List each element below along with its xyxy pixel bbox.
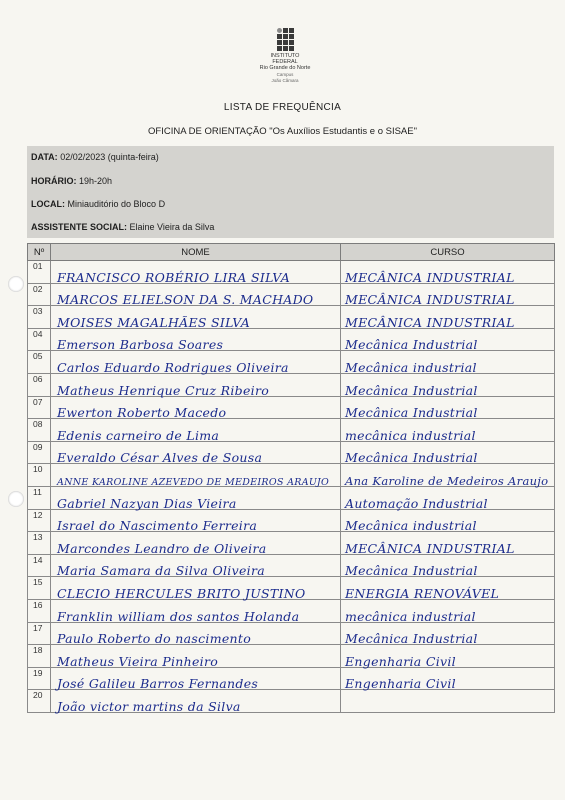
course-cell — [341, 441, 555, 464]
table-row — [28, 645, 555, 668]
handwritten-name: Franklin william dos santos Holanda — [57, 608, 300, 624]
header-course: CURSO — [341, 244, 555, 261]
event-info-box — [27, 146, 554, 238]
course-cell — [341, 554, 555, 577]
name-cell — [51, 690, 341, 713]
table-row — [28, 577, 555, 600]
table-row — [28, 599, 555, 622]
logo-campus: Campus João Câmara — [271, 72, 299, 83]
row-number: 02 — [28, 283, 51, 306]
table-row — [28, 261, 555, 284]
course-cell — [341, 328, 555, 351]
course-cell — [341, 486, 555, 509]
row-number: 16 — [28, 599, 51, 622]
name-cell — [51, 373, 341, 396]
handwritten-course: Mecânica Industrial — [345, 405, 478, 421]
table-row — [28, 622, 555, 645]
course-cell — [341, 306, 555, 329]
table-row — [28, 464, 555, 487]
table-row — [28, 532, 555, 555]
logo-name: INSTITUTO FEDERAL Rio Grande do Norte — [259, 53, 311, 71]
table-row — [28, 554, 555, 577]
handwritten-course: mecânica industrial — [345, 608, 476, 624]
name-cell — [51, 396, 341, 419]
handwritten-name: Matheus Vieira Pinheiro — [57, 653, 219, 669]
handwritten-name: João victor martins da Silva — [57, 698, 241, 714]
location-value: Miniauditório do Bloco D — [67, 199, 166, 209]
handwritten-name: ANNE KAROLINE AZEVEDO DE MEDEIROS ARAUJO — [57, 476, 330, 488]
handwritten-course: MECÂNICA INDUSTRIAL — [345, 314, 515, 330]
handwritten-course: Mecânica industrial — [345, 518, 477, 534]
social-worker-row — [31, 222, 214, 232]
table-row — [28, 351, 555, 374]
table-row — [28, 328, 555, 351]
course-cell — [341, 351, 555, 374]
location-label: LOCAL: — [31, 199, 65, 209]
binder-hole — [8, 491, 24, 507]
row-number: 06 — [28, 373, 51, 396]
time-row — [31, 176, 112, 186]
logo-mark-icon — [277, 28, 294, 51]
row-number: 15 — [28, 577, 51, 600]
time-label: HORÁRIO: — [31, 176, 77, 186]
handwritten-name: Edenis carneiro de Lima — [57, 427, 220, 443]
table-row — [28, 373, 555, 396]
table-row — [28, 486, 555, 509]
handwritten-course: MECÂNICA INDUSTRIAL — [345, 540, 515, 556]
row-number: 03 — [28, 306, 51, 329]
row-number: 10 — [28, 464, 51, 487]
row-number: 08 — [28, 419, 51, 442]
row-number: 11 — [28, 486, 51, 509]
handwritten-course: Mecânica Industrial — [345, 631, 478, 647]
row-number: 13 — [28, 532, 51, 555]
name-cell — [51, 554, 341, 577]
handwritten-name: FRANCISCO ROBÉRIO LIRA SILVA — [57, 269, 291, 285]
name-cell — [51, 486, 341, 509]
handwritten-name: Emerson Barbosa Soares — [57, 337, 224, 353]
name-cell — [51, 441, 341, 464]
course-cell — [341, 261, 555, 284]
handwritten-course: MECÂNICA INDUSTRIAL — [345, 292, 515, 308]
social-worker-label: ASSISTENTE SOCIAL: — [31, 222, 128, 232]
handwritten-name: Marcondes Leandro de Oliveira — [57, 540, 267, 556]
name-cell — [51, 577, 341, 600]
row-number: 19 — [28, 667, 51, 690]
course-cell — [341, 464, 555, 487]
handwritten-name: José Galileu Barros Fernandes — [57, 676, 259, 692]
table-row — [28, 283, 555, 306]
name-cell — [51, 667, 341, 690]
location-row — [31, 199, 165, 209]
name-cell — [51, 509, 341, 532]
handwritten-course: Mecânica Industrial — [345, 563, 478, 579]
date-row — [31, 152, 159, 162]
handwritten-course: mecânica industrial — [345, 427, 476, 443]
course-cell — [341, 645, 555, 668]
handwritten-course: Automação Industrial — [345, 495, 488, 511]
handwritten-course: ENERGIA RENOVÁVEL — [345, 585, 500, 601]
course-cell — [341, 577, 555, 600]
handwritten-name: Israel do Nascimento Ferreira — [57, 518, 258, 534]
social-worker-value: Elaine Vieira da Silva — [129, 222, 215, 232]
table-row — [28, 306, 555, 329]
row-number: 01 — [28, 261, 51, 284]
handwritten-name: Carlos Eduardo Rodrigues Oliveira — [57, 359, 289, 375]
course-cell — [341, 532, 555, 555]
row-number: 07 — [28, 396, 51, 419]
document-subtitle: OFICINA DE ORIENTAÇÃO "Os Auxílios Estudantis e o SISAE" — [148, 126, 417, 137]
course-cell — [341, 667, 555, 690]
handwritten-name: Gabriel Nazyan Dias Vieira — [57, 495, 237, 511]
course-cell — [341, 599, 555, 622]
name-cell — [51, 419, 341, 442]
time-value: 19h-20h — [79, 176, 113, 186]
table-row — [28, 667, 555, 690]
row-number: 18 — [28, 645, 51, 668]
handwritten-course: Mecânica Industrial — [345, 337, 478, 353]
name-cell — [51, 328, 341, 351]
table-row — [28, 419, 555, 442]
handwritten-name: CLECIO HERCULES BRITO JUSTINO — [57, 585, 306, 601]
handwritten-name: MOISES MAGALHÃES SILVA — [57, 314, 251, 330]
date-value: 02/02/2023 (quinta-feira) — [60, 152, 159, 162]
row-number: 09 — [28, 441, 51, 464]
course-cell — [341, 622, 555, 645]
handwritten-name: Matheus Henrique Cruz Ribeiro — [57, 382, 270, 398]
name-cell — [51, 622, 341, 645]
handwritten-name: MARCOS ELIELSON DA S. MACHADO — [57, 292, 314, 308]
document-title: LISTA DE FREQUÊNCIA — [223, 102, 342, 113]
name-cell — [51, 599, 341, 622]
handwritten-course: Mecânica Industrial — [345, 382, 478, 398]
table-row — [28, 396, 555, 419]
course-cell — [341, 283, 555, 306]
course-cell — [341, 509, 555, 532]
table-row — [28, 509, 555, 532]
course-cell — [341, 396, 555, 419]
course-cell — [341, 690, 555, 713]
handwritten-course: Mecânica Industrial — [345, 450, 478, 466]
name-cell — [51, 532, 341, 555]
row-number: 12 — [28, 509, 51, 532]
name-cell — [51, 283, 341, 306]
table-row — [28, 441, 555, 464]
binder-hole — [8, 276, 24, 292]
handwritten-name: Paulo Roberto do nascimento — [57, 631, 252, 647]
row-number: 20 — [28, 690, 51, 713]
name-cell — [51, 261, 341, 284]
date-label: DATA: — [31, 152, 58, 162]
table-header-row — [28, 244, 555, 261]
attendance-table — [27, 243, 555, 713]
header-number: Nº — [28, 244, 51, 261]
name-cell — [51, 306, 341, 329]
handwritten-course: MECÂNICA INDUSTRIAL — [345, 269, 515, 285]
header-name: NOME — [51, 244, 341, 261]
row-number: 05 — [28, 351, 51, 374]
name-cell — [51, 464, 341, 487]
name-cell — [51, 351, 341, 374]
course-cell — [341, 373, 555, 396]
handwritten-course: Mecânica industrial — [345, 359, 477, 375]
row-number: 14 — [28, 554, 51, 577]
handwritten-course: Engenharia Civil — [345, 653, 456, 669]
handwritten-course: Ana Karoline de Medeiros Araujo — [345, 473, 549, 488]
handwritten-name: Everaldo César Alves de Sousa — [57, 450, 263, 466]
table-row — [28, 690, 555, 713]
row-number: 04 — [28, 328, 51, 351]
handwritten-name: Ewerton Roberto Macedo — [57, 405, 227, 421]
handwritten-name: Maria Samara da Silva Oliveira — [57, 563, 265, 579]
institute-logo — [255, 28, 315, 83]
row-number: 17 — [28, 622, 51, 645]
name-cell — [51, 645, 341, 668]
handwritten-course: Engenharia Civil — [345, 676, 456, 692]
course-cell — [341, 419, 555, 442]
